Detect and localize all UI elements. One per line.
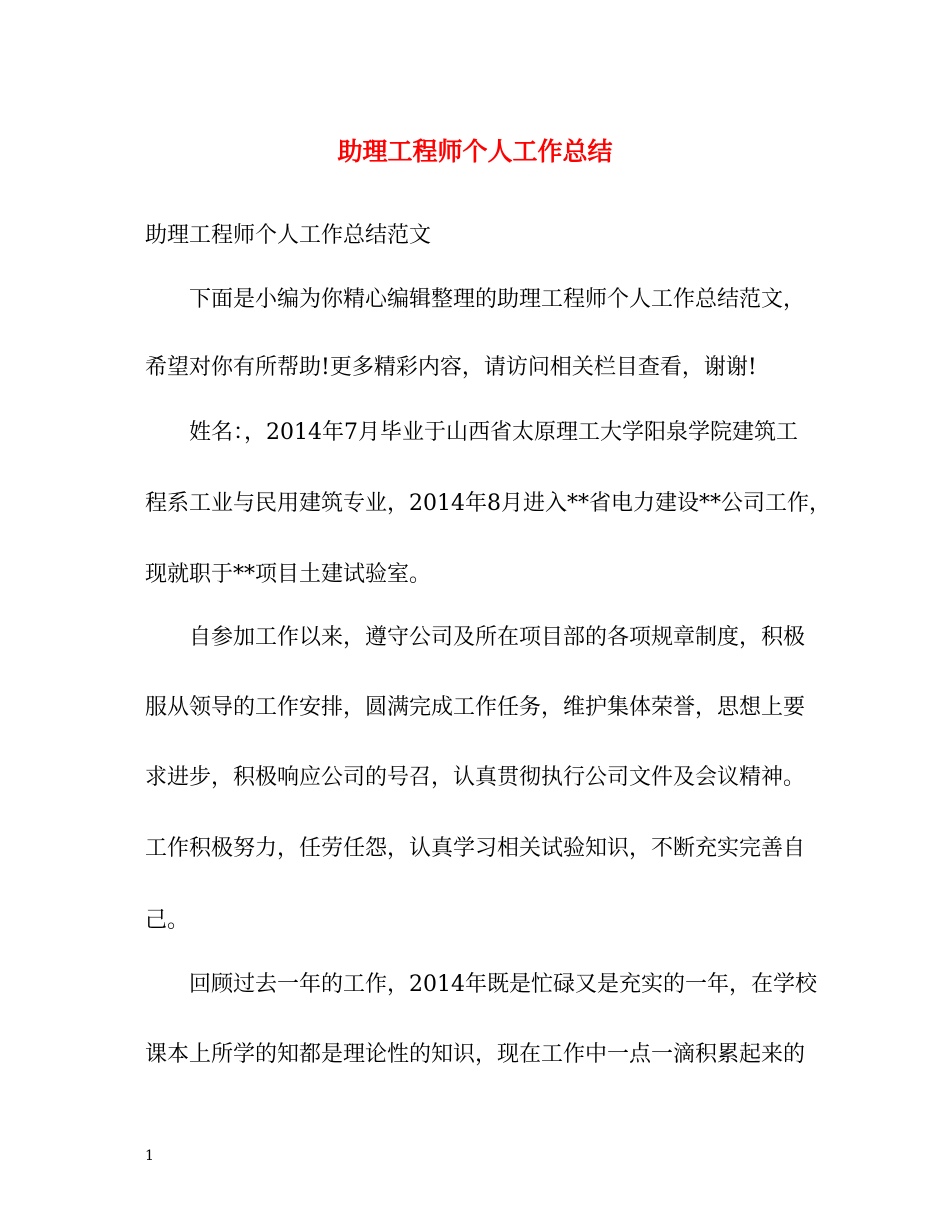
subtitle-line: 助理工程师个人工作总结范文 [145,223,432,248]
paragraph-line: 现就职于**项目土建试验室。 [145,562,432,587]
paragraph-line: 己。 [145,908,190,933]
paragraph-line: 求进步，积极响应公司的号召，认真贯彻执行公司文件及会议精神。 [145,765,806,790]
paragraph-line: 自参加工作以来，遵守公司及所在项目部的各项规章制度，积极 [189,625,806,650]
document-title: 助理工程师个人工作总结 [337,137,613,166]
paragraph-line: 回顾过去一年的工作，2014年既是忙碌又是充实的一年，在学校 [189,972,817,997]
page-number: 1 [145,1148,154,1164]
paragraph-line: 姓名：，2014年7月毕业于山西省太原理工大学阳泉学院建筑工 [189,420,798,445]
paragraph-line: 服从领导的工作安排，圆满完成工作任务，维护集体荣誉，思想上要 [145,695,806,720]
paragraph-line: 工作积极努力，任劳任怨，认真学习相关试验知识，不断充实完善自 [145,836,806,861]
paragraph-line: 希望对你有所帮助!更多精彩内容，请访问相关栏目查看，谢谢! [145,355,757,380]
paragraph-line: 课本上所学的知都是理论性的知识，现在工作中一点一滴积累起来的 [145,1042,806,1067]
paragraph-line: 下面是小编为你精心编辑整理的助理工程师个人工作总结范文， [189,287,806,312]
paragraph-line: 程系工业与民用建筑专业，2014年8月进入**省电力建设**公司工作， [145,491,831,516]
